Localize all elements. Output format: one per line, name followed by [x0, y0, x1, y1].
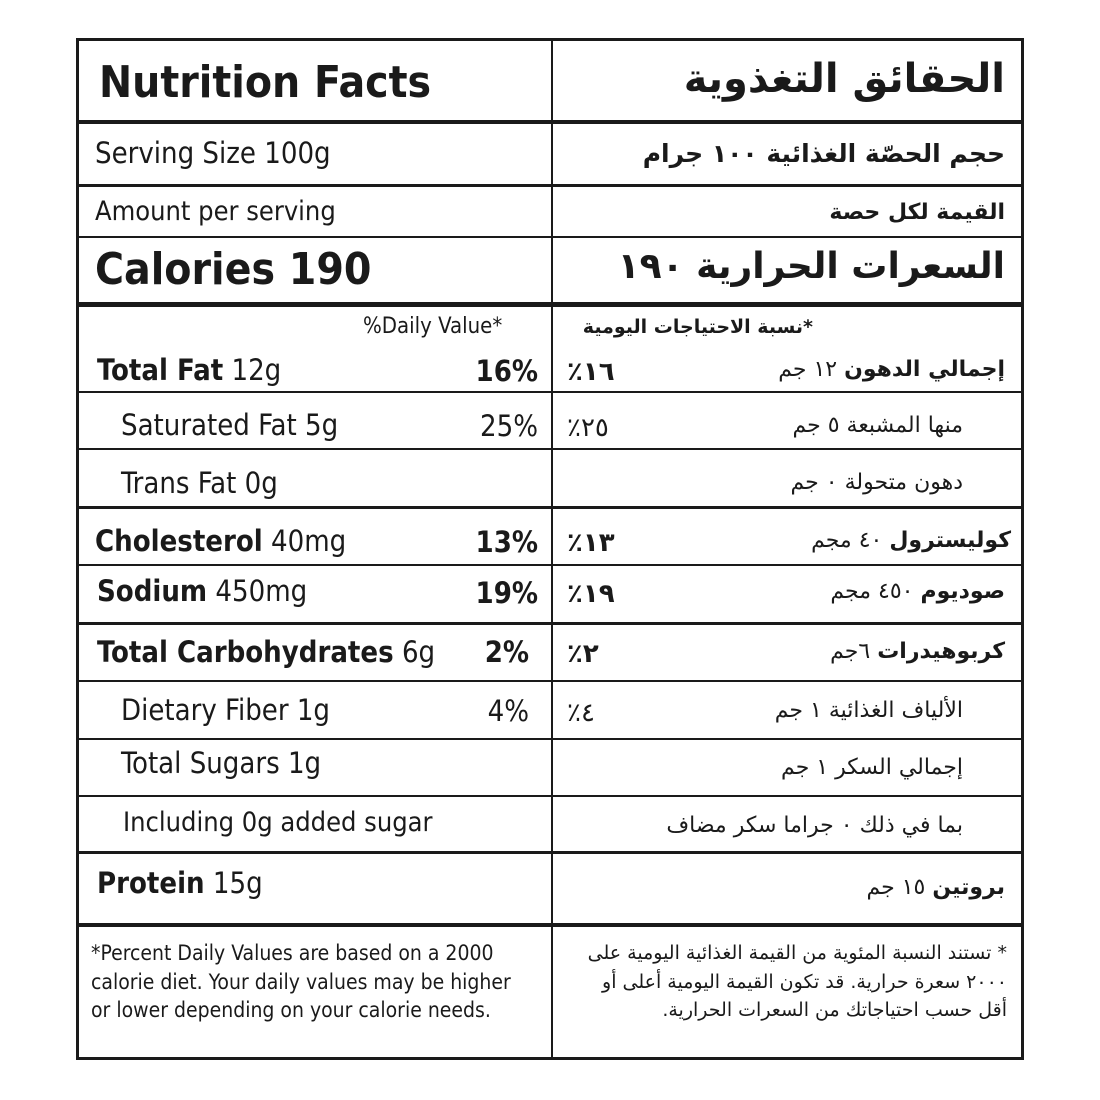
trans-fat-ar: دهون متحولة ٠ جم: [790, 470, 963, 495]
carbohydrates-label-ar: كربوهيدرات: [877, 639, 1005, 664]
cholesterol-label-ar: كوليسترول: [889, 528, 1011, 553]
cholesterol-ar: [811, 530, 1011, 552]
protein-amount-ar: ١٥ جم: [866, 875, 926, 900]
total-sugars-ar: إجمالي السكر ١ جم: [781, 755, 963, 780]
divider-fiber: [79, 738, 1021, 740]
divider-cholesterol: [79, 564, 1021, 566]
amount-per-serving-ar: القيمة لكل حصة: [829, 200, 1005, 225]
carbohydrates-amount: 6g: [401, 635, 436, 669]
divider-title: [79, 120, 1021, 124]
protein-label-ar: بروتين: [932, 875, 1005, 900]
cholesterol-pct-en: 13%: [475, 525, 538, 559]
saturated-fat-en: Saturated Fat 5g: [121, 408, 339, 442]
trans-fat-en: Trans Fat 0g: [121, 466, 278, 500]
dietary-fiber-en: Dietary Fiber 1g: [121, 693, 330, 727]
total-fat-pct-ar: ٪١٦: [567, 357, 615, 387]
total-fat-pct-en: 16%: [475, 354, 538, 388]
total-sugars-en: Total Sugars 1g: [121, 746, 322, 780]
carbohydrates-pct-en: 2%: [484, 635, 529, 669]
total-fat-label: Total Fat: [97, 353, 224, 387]
daily-value-header-ar: *نسبة الاحتياجات اليومية: [582, 316, 813, 338]
serving-size-ar: حجم الحصّة الغذائية ١٠٠ جرام: [642, 139, 1005, 168]
protein-ar: [866, 877, 1005, 899]
nutrition-label: [76, 38, 1024, 1060]
saturated-fat-pct-en: 25%: [480, 409, 538, 443]
sodium-amount-ar: ٤٥٠ مجم: [830, 579, 914, 604]
divider-total-fat: [79, 391, 1021, 393]
total-fat-en: [97, 353, 282, 387]
total-fat-amount: 12g: [231, 353, 282, 387]
sodium-en: [97, 574, 308, 608]
column-divider: [551, 41, 553, 1057]
added-sugar-en: Including 0g added sugar: [123, 807, 433, 838]
total-fat-label-ar: إجمالي الدهون: [844, 357, 1005, 382]
divider-protein: [79, 923, 1021, 927]
sodium-ar: [830, 581, 1005, 603]
divider-serving: [79, 184, 1021, 187]
sodium-label: Sodium: [97, 574, 208, 608]
dietary-fiber-pct-ar: ٪٤: [567, 698, 595, 728]
carbohydrates-label: Total Carbohydrates: [97, 635, 394, 669]
divider-trans-fat: [79, 506, 1021, 509]
divider-added-sugar: [79, 851, 1021, 854]
sodium-pct-en: 19%: [475, 576, 538, 610]
carbohydrates-ar: [830, 641, 1005, 663]
total-fat-amount-ar: ١٢ جم: [778, 357, 838, 382]
divider-sodium: [79, 622, 1021, 625]
added-sugar-ar: بما في ذلك ٠ جراما سكر مضاف: [666, 813, 963, 838]
divider-calories: [79, 302, 1021, 307]
calories-en: Calories 190: [95, 244, 372, 295]
cholesterol-en: [95, 524, 347, 558]
divider-sugars: [79, 795, 1021, 797]
protein-amount: 15g: [212, 866, 263, 900]
daily-value-header-en: %Daily Value*: [363, 314, 503, 339]
title-en: Nutrition Facts: [99, 57, 432, 108]
divider-amount: [79, 236, 1021, 238]
calories-ar: السعرات الحرارية ١٩٠: [617, 246, 1005, 287]
carbohydrates-pct-ar: ٪٢: [567, 639, 599, 669]
title-ar: الحقائق التغذوية: [683, 56, 1005, 102]
serving-size-en: Serving Size 100g: [95, 136, 331, 170]
divider-sat-fat: [79, 448, 1021, 450]
carbohydrates-amount-ar: ٦جم: [830, 639, 871, 664]
cholesterol-amount: 40mg: [271, 524, 347, 558]
carbohydrates-en: [97, 635, 436, 669]
amount-per-serving-en: Amount per serving: [95, 196, 336, 227]
protein-label: Protein: [97, 866, 205, 900]
cholesterol-amount-ar: ٤٠ مجم: [811, 528, 883, 553]
sodium-pct-ar: ٪١٩: [567, 579, 615, 609]
saturated-fat-pct-ar: ٪٢٥: [567, 413, 609, 443]
protein-en: [97, 866, 263, 900]
sodium-label-ar: صوديوم: [920, 579, 1005, 604]
footnote-en: *Percent Daily Values are based on a 2000 calorie diet. Your daily values may be higher or lower depending on your calorie needs.: [91, 941, 511, 1022]
sodium-amount: 450mg: [215, 574, 308, 608]
saturated-fat-ar: منها المشبعة ٥ جم: [792, 413, 963, 438]
cholesterol-label: Cholesterol: [95, 524, 263, 558]
divider-carbs: [79, 680, 1021, 682]
cholesterol-pct-ar: ٪١٣: [567, 528, 615, 558]
footnote-ar: * تستند النسبة المئوية من القيمة الغذائية اليومية على ٢٠٠٠ سعرة حرارية. قد تكون القيمة اليومية أعلى أو أقل حسب احتياجاتك من السعرات الحرارية.: [587, 942, 1007, 1021]
dietary-fiber-pct-en: 4%: [487, 694, 529, 728]
dietary-fiber-ar: الألياف الغذائية ١ جم: [774, 698, 963, 723]
total-fat-ar: [778, 359, 1005, 381]
